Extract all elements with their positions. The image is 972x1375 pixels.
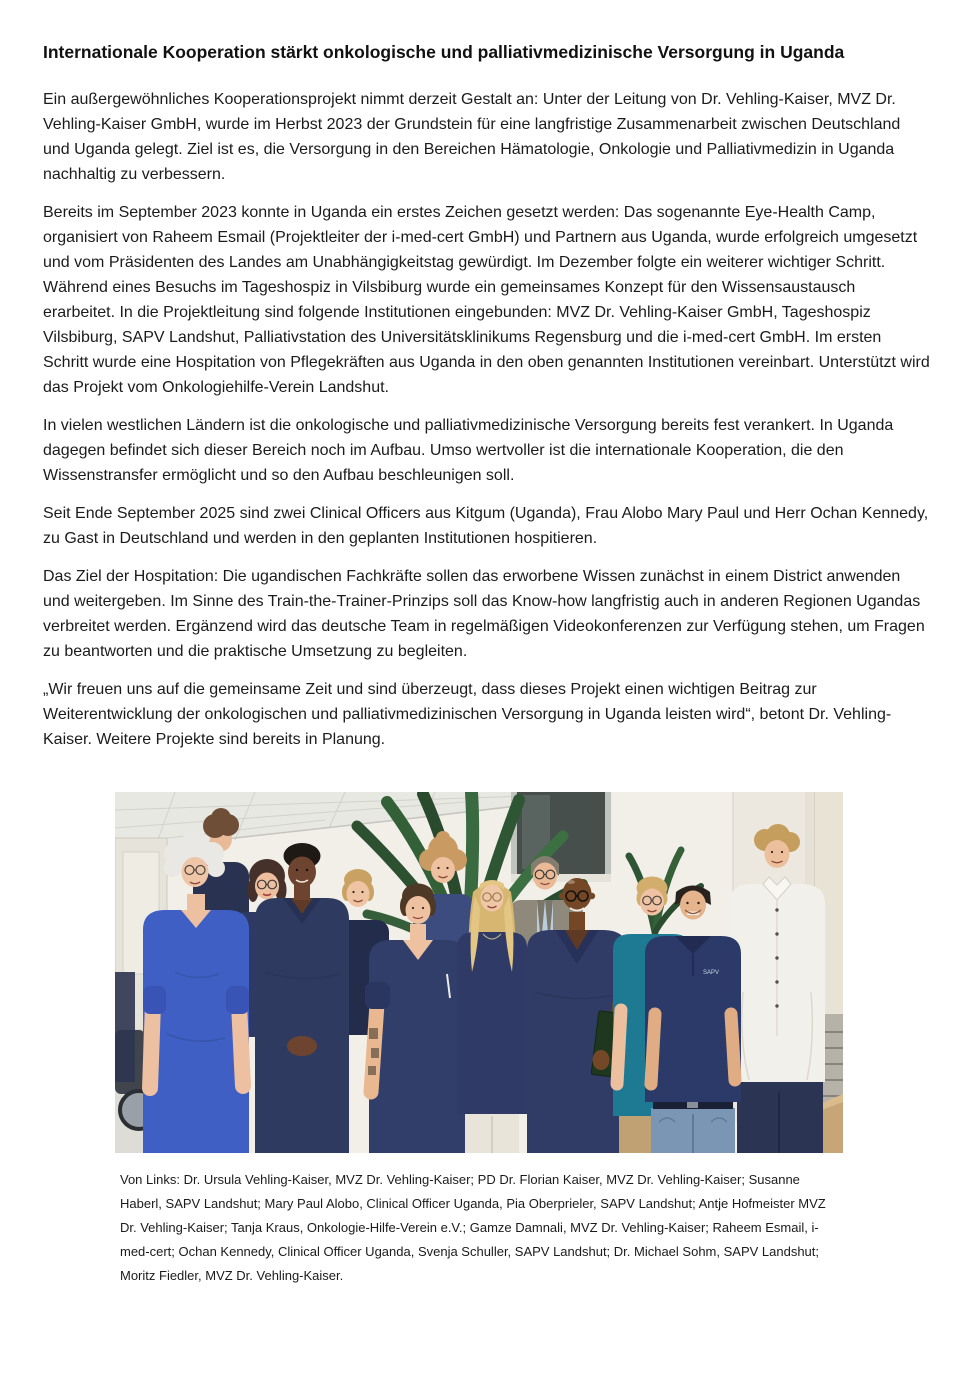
photo-caption: Von Links: Dr. Ursula Vehling-Kaiser, MVZ Dr. Vehling-Kaiser; PD Dr. Florian Kaiser, MVZ Dr. Vehling-Kaiser; Susanne Haberl, SAPV Landshut; Mary Paul Alobo, Clinical Officer Uganda, Pia Oberprieler, SAPV Landshut; Antje Hofmeister MVZ Dr. Vehling-Kaiser; Tanja Kraus, Onkologie-Hilfe-Verein e.V.; Gamze Damnali, MVZ Dr. Vehling-Kaiser; Raheem Esmail, i-med-cert; Ochan Kennedy, Clinical Officer Uganda, Svenja Schuller, SAPV Landshut; Dr. Michael Sohm, SAPV Landshut; Moritz Fiedler, MVZ Dr. Vehling-Kaiser.	[120, 1172, 826, 1283]
article-body	[43, 87, 930, 752]
team-photo-figure	[115, 792, 843, 1288]
article-paragraph-6: „Wir freuen uns auf die gemeinsame Zeit und sind überzeugt, dass dieses Projekt einen wichtigen Beitrag zur Weiterentwicklung der onkologischen und palliativmedizinischen Versorgung in Uganda leisten wird“, betont Dr. Vehling-Kaiser. Weitere Projekte sind bereits in Planung.	[43, 681, 892, 748]
article-paragraph-3: In vielen westlichen Ländern ist die onkologische und palliativmedizinische Versorgung bereits fest verankert. In Uganda dagegen befindet sich dieser Bereich noch im Aufbau. Umso wertvoller ist die internationale Kooperation, die den Wissenstransfer ermöglicht und so den Aufbau beschleunigen soll.	[43, 417, 894, 484]
article-title: Internationale Kooperation stärkt onkologische und palliativmedizinische Versorgung in Uganda	[43, 42, 845, 62]
sapv-logo-polo: SAPV	[703, 970, 720, 976]
team-photo	[115, 792, 843, 1153]
article-paragraph-4: Seit Ende September 2025 sind zwei Clinical Officers aus Kitgum (Uganda), Frau Alobo Mary Paul und Herr Ochan Kennedy, zu Gast in Deutschland und werden in den geplanten Institutionen hospitieren.	[43, 505, 929, 547]
article-paragraph-2: Bereits im September 2023 konnte in Uganda ein erstes Zeichen gesetzt werden: Das sogenannte Eye-Health Camp, organisiert von Raheem Esmail (Projektleiter der i-med-cert GmbH) und Partnern aus Uganda, wurde erfolgreich umgesetzt und vom Präsidenten des Landes am Unabhängigkeitstag gewürdigt. Im Dezember folgte ein weiterer wichtiger Schritt. Während eines Besuchs im Tageshospiz in Vilsbiburg wurde ein gemeinsames Konzept für den Wissensaustausch erarbeitet. In die Projektleitung sind folgende Institutionen eingebunden: MVZ Dr. Vehling-Kaiser GmbH, Tageshospiz Vilsbiburg, SAPV Landshut, Palliativstation des Universitätsklinikums Regensburg und die i-med-cert GmbH. Im ersten Schritt wurde eine Hospitation von Pflegekräften aus Uganda in den oben genannten Institutionen vereinbart. Unterstützt wird das Projekt vom Onkologiehilfe-Verein Landshut.	[43, 204, 930, 396]
article-paragraph-1: Ein außergewöhnliches Kooperationsprojekt nimmt derzeit Gestalt an: Unter der Leitung von Dr. Vehling-Kaiser, MVZ Dr. Vehling-Kaiser GmbH, wurde im Herbst 2023 der Grundstein für eine langfristige Zusammenarbeit zwischen Deutschland und Uganda gelegt. Ziel ist es, die Versorgung in den Bereichen Hämatologie, Onkologie und Palliativmedizin in Uganda nachhaltig zu verbessern.	[43, 91, 901, 183]
article-paragraph-5: Das Ziel der Hospitation: Die ugandischen Fachkräfte sollen das erworbene Wissen zunächst in einem District anwenden und weitergeben. Im Sinne des Train-the-Trainer-Prinzips soll das Know-how langfristig auch in anderen Regionen Ugandas verbreitet werden. Ergänzend wird das deutsche Team in regelmäßigen Videokonferenzen zur Verfügung stehen, um Fragen zu beantworten und die praktische Umsetzung zu begleiten.	[43, 568, 925, 660]
